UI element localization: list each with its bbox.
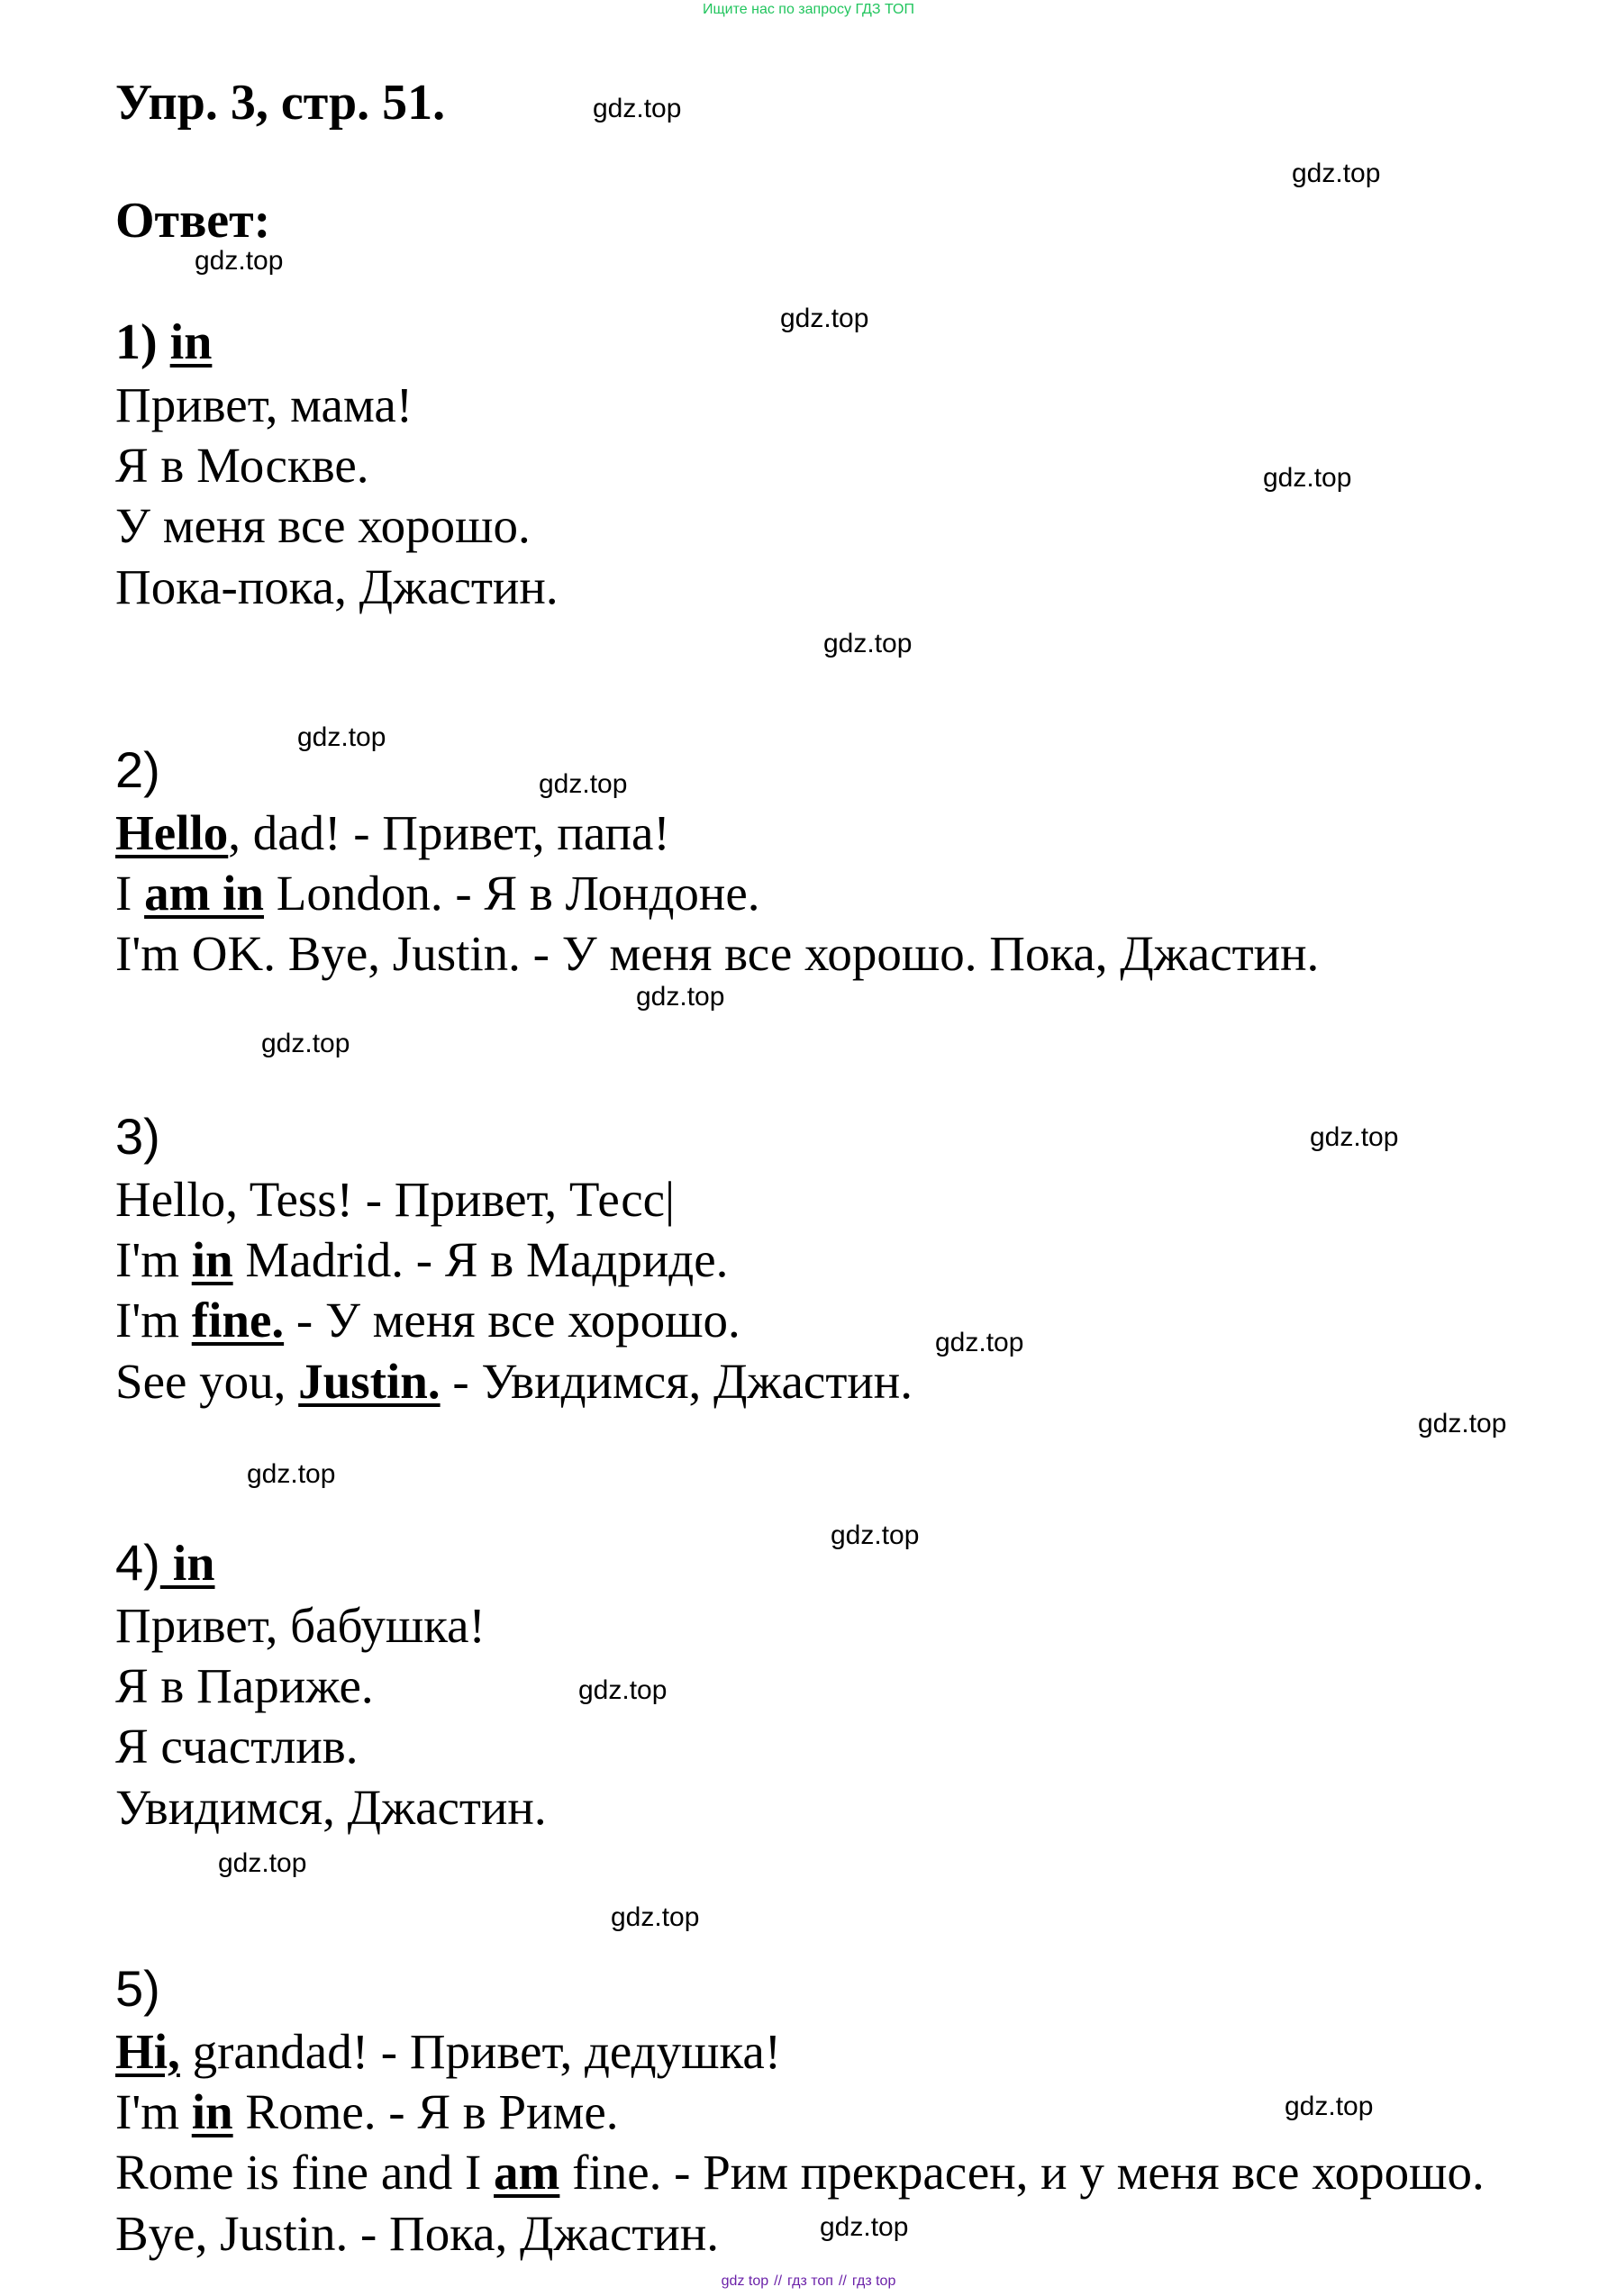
- watermark: gdz.top: [195, 246, 284, 276]
- search-banner: Ищите нас по запросу ГДЗ ТОП: [703, 2, 914, 17]
- watermark: gdz.top: [593, 94, 682, 123]
- section-2-number: 2): [115, 741, 160, 798]
- section-1-line-2: Я в Москве.: [115, 438, 369, 493]
- watermark: gdz.top: [1292, 159, 1381, 188]
- section-1-answer: in: [169, 314, 213, 370]
- watermark: gdz.top: [1285, 2092, 1374, 2121]
- watermark: gdz.top: [1263, 463, 1352, 493]
- watermark: gdz.top: [820, 2212, 909, 2242]
- watermark: gdz.top: [611, 1902, 700, 1932]
- answer-label: Ответ:: [115, 193, 271, 249]
- section-3-number: 3): [115, 1108, 160, 1165]
- section-3-line-4: See you, Justin. - Увидимся, Джастин.: [115, 1354, 913, 1409]
- section-1-line-1: Привет, мама!: [115, 377, 413, 432]
- section-5-line-3: Rome is fine and I am fine. - Рим прекрасен, и у меня все хорошо.: [115, 2145, 1485, 2200]
- watermark: gdz.top: [218, 1848, 307, 1878]
- section-1-line-4: Пока-пока, Джастин.: [115, 559, 559, 614]
- watermark: gdz.top: [780, 304, 869, 333]
- section-1-line-3: У меня все хорошо.: [115, 498, 531, 553]
- watermark: gdz.top: [831, 1520, 920, 1550]
- section-3-line-3: I'm fine. - У меня все хорошо.: [115, 1293, 740, 1348]
- watermark: gdz.top: [297, 722, 386, 752]
- footer-link[interactable]: gdz top: [721, 2273, 769, 2289]
- watermark: gdz.top: [935, 1328, 1024, 1357]
- watermark: gdz.top: [823, 629, 913, 658]
- section-5-line-2: I'm in Rome. - Я в Риме.: [115, 2084, 619, 2139]
- section-4-line-2: Я в Париже.: [115, 1658, 374, 1713]
- section-3-line-1: Hello, Tess! - Привет, Тесс|: [115, 1172, 676, 1227]
- watermark: gdz.top: [539, 769, 628, 799]
- watermark: gdz.top: [1418, 1409, 1507, 1438]
- section-4-line-4: Увидимся, Джастин.: [115, 1780, 547, 1835]
- section-4-answer: in: [159, 1536, 215, 1592]
- footer-link[interactable]: гдз top: [851, 2273, 896, 2289]
- watermark: gdz.top: [1310, 1122, 1399, 1152]
- section-1-number: 1) in: [115, 314, 213, 370]
- section-2-line-3: I'm OK. Bye, Justin. - У меня все хорошо. Пока, Джастин.: [115, 926, 1320, 981]
- watermark: gdz.top: [247, 1459, 336, 1489]
- section-2-line-2: I am in London. - Я в Лондоне.: [115, 866, 760, 921]
- footer: gdz top // гдз топ // гдз top: [721, 2273, 896, 2289]
- watermark: gdz.top: [261, 1029, 350, 1058]
- watermark: gdz.top: [578, 1675, 668, 1705]
- section-4-number: 4) in: [115, 1534, 215, 1592]
- footer-link[interactable]: гдз топ: [787, 2273, 833, 2289]
- exercise-title: Упр. 3, стр. 51.: [115, 75, 446, 131]
- watermark: gdz.top: [636, 982, 725, 1012]
- section-4-line-1: Привет, бабушка!: [115, 1598, 486, 1653]
- section-5-number: 5): [115, 1960, 160, 2017]
- section-2-line-1: Hello, dad! - Привет, папа!: [115, 805, 670, 860]
- section-3-line-2: I'm in Madrid. - Я в Мадриде.: [115, 1232, 729, 1287]
- section-5-line-1: Hi, grandad! - Привет, дедушка!: [115, 2024, 782, 2079]
- section-5-line-4: Bye, Justin. - Пока, Джастин.: [115, 2206, 720, 2261]
- section-4-line-3: Я счастлив.: [115, 1719, 359, 1774]
